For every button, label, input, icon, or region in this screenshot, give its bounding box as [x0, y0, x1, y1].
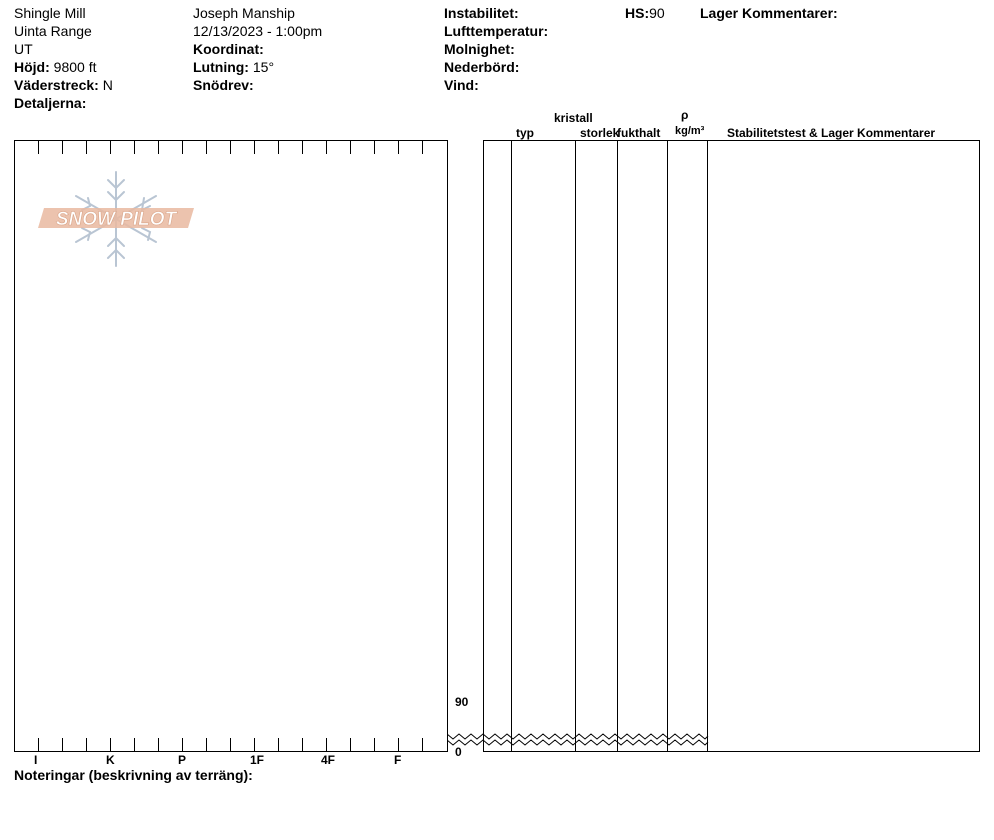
hs-value: 90	[649, 5, 665, 21]
precip-label: Nederbörd:	[444, 59, 520, 75]
slope-label: Lutning:	[193, 59, 249, 75]
hs-field	[625, 4, 665, 22]
depth-top-label: 90	[455, 695, 469, 709]
snowdrift-label: Snödrev:	[193, 77, 254, 93]
cloud-label: Molnighet:	[444, 41, 515, 57]
logo-text: SNOW PILOT	[55, 209, 177, 230]
instability-label: Instabilitet:	[444, 5, 519, 21]
col-divider-stability	[707, 140, 708, 752]
wind-label: Vind:	[444, 77, 479, 93]
col-header-density-unit: kg/m³	[675, 125, 705, 137]
layer-comments-label: Lager Kommentarer:	[700, 5, 838, 21]
col-divider-moisture	[617, 140, 618, 752]
col-header-stability: Stabilitetstest & Lager Kommentarer	[727, 126, 936, 140]
aspect-label: Väderstreck:	[14, 77, 99, 93]
col-header-moisture: fukthalt	[617, 126, 661, 140]
hardness-label-f: F	[394, 753, 402, 767]
hardness-label-i: I	[34, 753, 38, 767]
col-divider-density	[667, 140, 668, 752]
observer-name: Joseph Manship	[193, 5, 295, 21]
depth-break-zigzag	[447, 729, 709, 749]
col-header-size: storlek	[580, 126, 620, 140]
col-header-type: typ	[516, 126, 534, 140]
snowpilot-logo	[36, 170, 196, 270]
aspect-field	[14, 76, 113, 94]
state: UT	[14, 41, 33, 57]
col-divider-type	[511, 140, 512, 752]
layer-table	[483, 140, 980, 752]
elevation-field	[14, 58, 96, 76]
slope-value: 15°	[252, 59, 275, 75]
col-divider-size	[575, 140, 576, 752]
col-header-crystal: kristall	[554, 111, 593, 125]
details-label: Detaljerna:	[14, 95, 87, 111]
terrain-notes-label: Noteringar (beskrivning av terräng):	[14, 767, 253, 783]
elevation-label: Höjd:	[14, 59, 50, 75]
mountain-range: Uinta Range	[14, 23, 92, 39]
hardness-label-p: P	[178, 753, 187, 767]
aspect-value: N	[102, 77, 113, 93]
location-name: Shingle Mill	[14, 5, 86, 21]
elevation-value: 9800 ft	[53, 59, 97, 75]
hardness-label-4f: 4F	[321, 753, 336, 767]
observation-datetime: 12/13/2023 - 1:00pm	[193, 23, 323, 39]
depth-bottom-label: 0	[455, 745, 462, 759]
slope-field	[193, 58, 274, 76]
hardness-label-k: K	[106, 753, 115, 767]
hardness-label-1f: 1F	[250, 753, 265, 767]
coordinate-label: Koordinat:	[193, 41, 264, 57]
col-header-rho: ρ	[681, 108, 689, 122]
air-temp-label: Lufttemperatur:	[444, 23, 549, 39]
hs-label: HS:	[625, 5, 650, 21]
